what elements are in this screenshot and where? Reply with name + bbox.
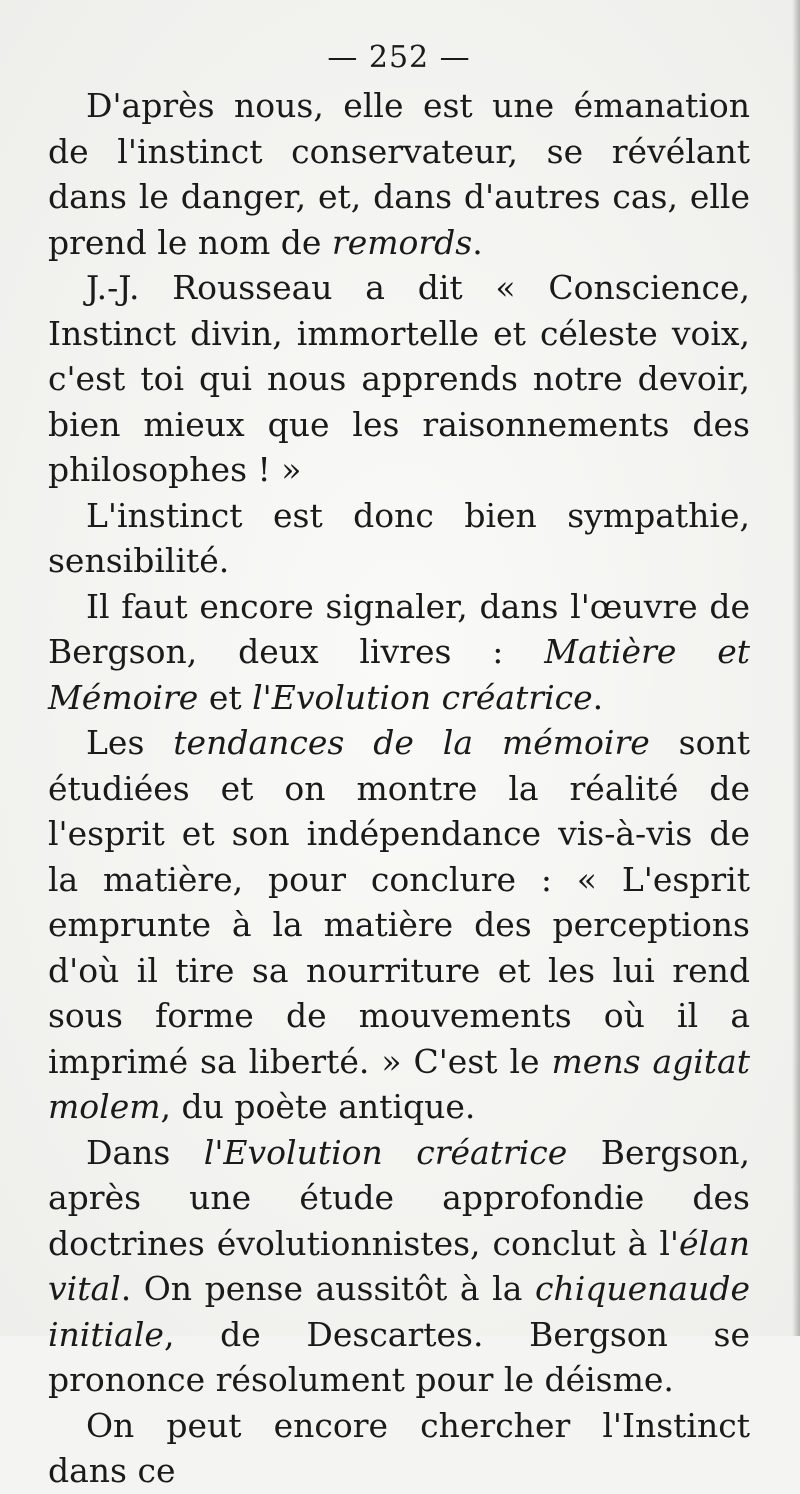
paragraph-7	[48, 1403, 750, 1494]
text-run: Les	[86, 723, 174, 762]
text-run: .	[592, 677, 604, 717]
paragraph-1	[48, 83, 750, 265]
text-run: .	[472, 222, 483, 262]
paragraph-5	[48, 720, 750, 1130]
text-run: On peut encore chercher l'Instinct dans ce	[48, 1405, 750, 1490]
italic-run: élan vital	[48, 1223, 750, 1308]
body-text	[48, 83, 750, 1494]
italic-run: Matière et Mémoire	[48, 632, 750, 717]
page-gutter-shadow	[792, 0, 800, 1336]
text-run: et	[198, 677, 253, 717]
text-run: , du poète antique.	[160, 1087, 476, 1126]
text-run: J.-J. Rousseau a dit « Conscience, Instinct divin, immortelle et céleste voix, c'est toi qui nous apprends notre devoir, bien mieux que les raisonnements des philosophes ! »	[48, 268, 750, 489]
page-number: — 252 —	[327, 40, 471, 75]
italic-run: mens agitat molem	[48, 1041, 750, 1126]
text-run: L'instinct est donc bien sympathie, sensibilité.	[48, 495, 750, 580]
text-run: Dans	[86, 1132, 204, 1172]
text-run: D'après nous, elle est une émanation de l'instinct conservateur, se révélant dans le danger, et, dans d'autres cas, elle prend le nom de	[48, 86, 750, 262]
text-run: sont étudiées et on montre la réalité de l'esprit et son indépendance vis-à-vis de la matière, pour conclure : « L'esprit emprunte à la matière des perceptions d'où il tire sa nourriture et les lui rend sous forme de mouvements où il a imprimé sa liberté. » C'est le	[48, 723, 751, 1081]
paragraph-6	[48, 1130, 750, 1403]
italic-run: chiquenaude initiale	[48, 1269, 750, 1354]
text-run: . On pense aussitôt à la	[120, 1269, 535, 1308]
text-run: , de Descartes. Bergson se prononce résolument pour le déisme.	[48, 1314, 750, 1399]
text-run: Bergson, après une étude approfondie des doctrines évolutionnistes, conclut à l'	[48, 1132, 751, 1263]
paragraph-4	[48, 584, 750, 721]
italic-run: l'Evolution créatrice	[203, 1132, 568, 1172]
paragraph-3	[48, 493, 750, 584]
paragraph-2	[48, 265, 750, 493]
italic-run: tendances de la mémoire	[173, 723, 650, 762]
text-run: Il faut encore signaler, dans l'œuvre de Bergson, deux livres :	[48, 586, 750, 671]
italic-run: remords	[331, 222, 473, 262]
italic-run: l'Evolution créatrice	[252, 677, 593, 717]
